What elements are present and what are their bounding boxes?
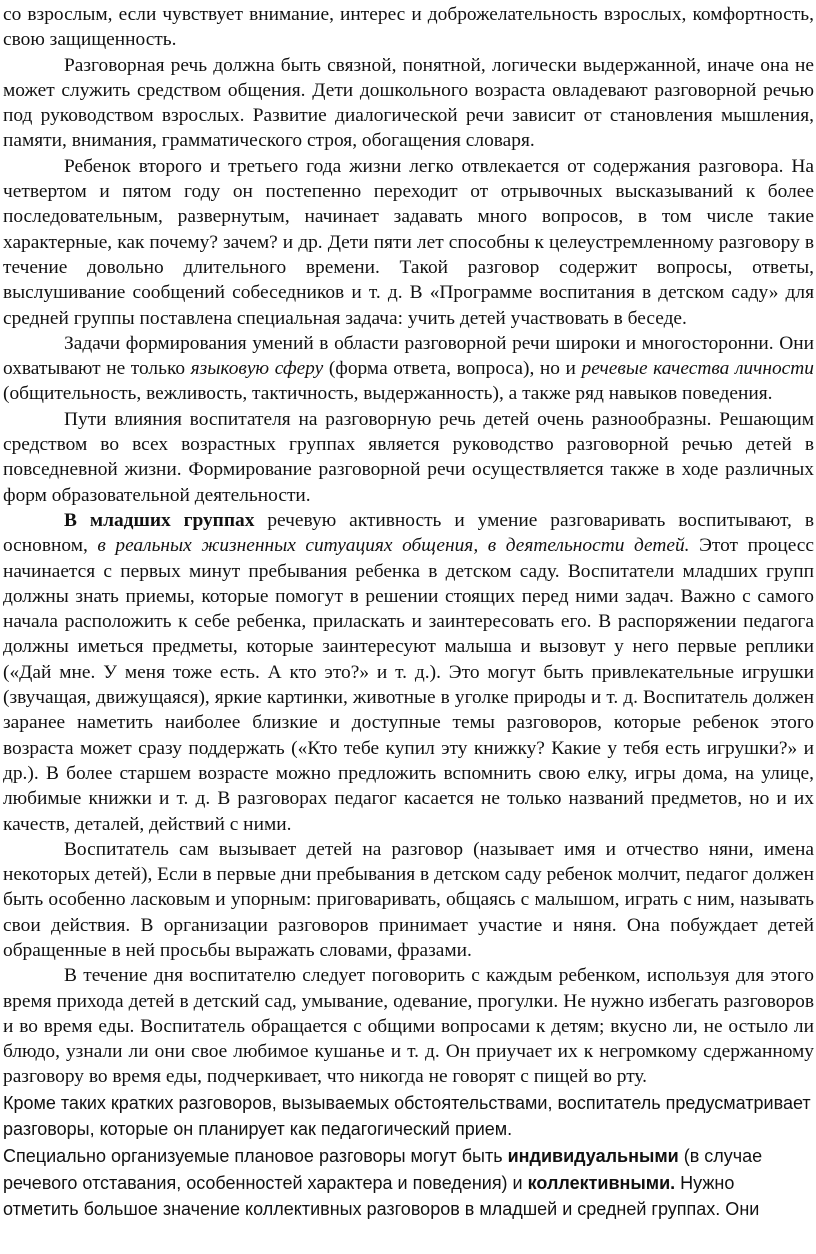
bold-heading: В младших группах xyxy=(64,509,255,531)
italic-term: языковую сферу xyxy=(190,358,324,380)
paragraph-teacher-invites xyxy=(3,837,814,963)
paragraph-text: Разговорная речь должна быть связной, понятной, логически выдержанной, иначе она не может служить средством общения. Дети дошкольного возраста овладевают разговорной речью под руководством взрослых. Развитие диалогической речи зависит от становления мышления, памяти, внимания, грамматического строя, обогащения словаря. xyxy=(3,54,814,152)
paragraph-text: со взрослым, если чувствует внимание, интерес и доброжелательность взрослых, комфортность, свою защищенность. xyxy=(3,4,814,51)
paragraph-continuation xyxy=(3,2,814,53)
paragraph-text: Задачи формирования умений в области разговорной речи широки и многосторонни. Они охватывают не только xyxy=(3,332,814,380)
paragraph-text: Кроме таких кратких разговоров, вызываемых обстоятельствами, воспитатель предусматривает разговоры, которые он планирует как педагогический прием. xyxy=(3,1092,811,1140)
paragraph-influence xyxy=(3,407,814,508)
italic-term: в реальных жизненных ситуациях общения, в деятельности детей. xyxy=(97,535,690,557)
bold-term: индивидуальными xyxy=(507,1145,679,1166)
paragraph-text: (общительность, вежливость, тактичность, выдержанность), а также ряд навыков поведения. xyxy=(3,383,773,405)
bold-term: коллективными. xyxy=(527,1172,676,1193)
paragraph-age-development xyxy=(3,154,814,331)
paragraph-during-day xyxy=(3,963,814,1089)
paragraph-individual-collective xyxy=(3,1143,814,1223)
paragraph-conversational-speech xyxy=(3,53,814,154)
paragraph-text: В течение дня воспитателю следует поговорить с каждым ребенком, используя для этого время прихода детей в детский сад, умывание, одевание, прогулки. Не нужно избегать разговоров и во время еды. Воспитатель обращается с общими вопросами к детям; вкусно ли, не остыло ли блюдо, узнали ли они свое любимое кушанье и т. д. Он приучает их к негромкому сдержанному разговору во время еды, подчеркивает, что никогда не говорят с пищей во рту. xyxy=(3,965,814,1088)
paragraph-text: Нужно отметить большое значение коллективных разговоров в младшей и средней группах. Они xyxy=(3,1172,760,1220)
paragraph-text: Специально организуемые плановое разговоры могут быть xyxy=(3,1145,508,1166)
paragraph-planned-talks xyxy=(3,1090,814,1143)
paragraph-younger-groups xyxy=(3,508,814,837)
paragraph-text: Пути влияния воспитателя на разговорную речь детей очень разнообразны. Решающим средством во всех возрастных группах является руководство разговорной речью детей в повседневной жизни. Формирование разговорной речи осуществляется также в ходе различных форм образовательной деятельности. xyxy=(3,408,814,506)
paragraph-text: Ребенок второго и третьего года жизни легко отвлекается от содержания разговора. На четвертом и пятом году он постепенно переходит от отрывочных высказываний к более последовательным, развернутым, начинает задавать много вопросов, в том числе такие характерные, как почему? зачем? и др. Дети пяти лет способны к целеустремленному разговору в течение довольно длительного времени. Такой разговор содержит вопросы, ответы, выслушивание сообщений собеседников и т. д. В «Программе воспитания в детском саду» для средней группы поставлена специальная задача: учить детей участвовать в беседе. xyxy=(3,155,814,329)
paragraph-text: речевую активность и умение разговаривать воспитывают, в основном, xyxy=(3,509,814,557)
paragraph-tasks xyxy=(3,331,814,407)
paragraph-text: Этот процесс начинается с первых минут пребывания ребенка в детском саду. Воспитатели младших групп должны знать приемы, которые помогут в решении стоящих перед ними задач. Важно с самого начала расположить к себе ребенка, приласкать и заинтересовать его. В распоряжении педагога должны иметься предметы, которые заинтересуют малыша и вызовут у него первые реплики («Дай мне. У меня тоже есть. А кто это?» и т. д.). Это могут быть привлекательные игрушки (звучащая, движущаяся), яркие картинки, животные в уголке природы и т. д. Воспитатель должен заранее наметить наиболее близкие и доступные темы разговоров, которые ребенок этого возраста может сразу поддержать («Кто тебе купил эту книжку? Какие у тебя есть игрушки?» и др.). В более старшем возрасте можно предложить вспомнить свою елку, игры дома, на улице, любимые книжки и т. д. В разговорах педагог касается не только названий предметов, но и их качеств, деталей, действий с ними. xyxy=(3,535,815,835)
paragraph-text: (в случае речевого отставания, особенностей характера и поведения) и xyxy=(3,1145,763,1193)
paragraph-text: (форма ответа, вопроса), но и xyxy=(323,358,582,380)
paragraph-text: Воспитатель сам вызывает детей на разговор (называет имя и отчество няни, имена некоторых детей), Если в первые дни пребывания в детском саду ребенок молчит, педагог должен быть особенно ласковым и упорным: приговаривать, общаясь с малышом, играть с ним, называть свои действия. В организации разговоров принимает участие и няня. Она побуждает детей обращенные в ней просьбы выражать словами, фразами. xyxy=(3,838,814,961)
italic-term: речевые качества личности xyxy=(581,358,814,380)
